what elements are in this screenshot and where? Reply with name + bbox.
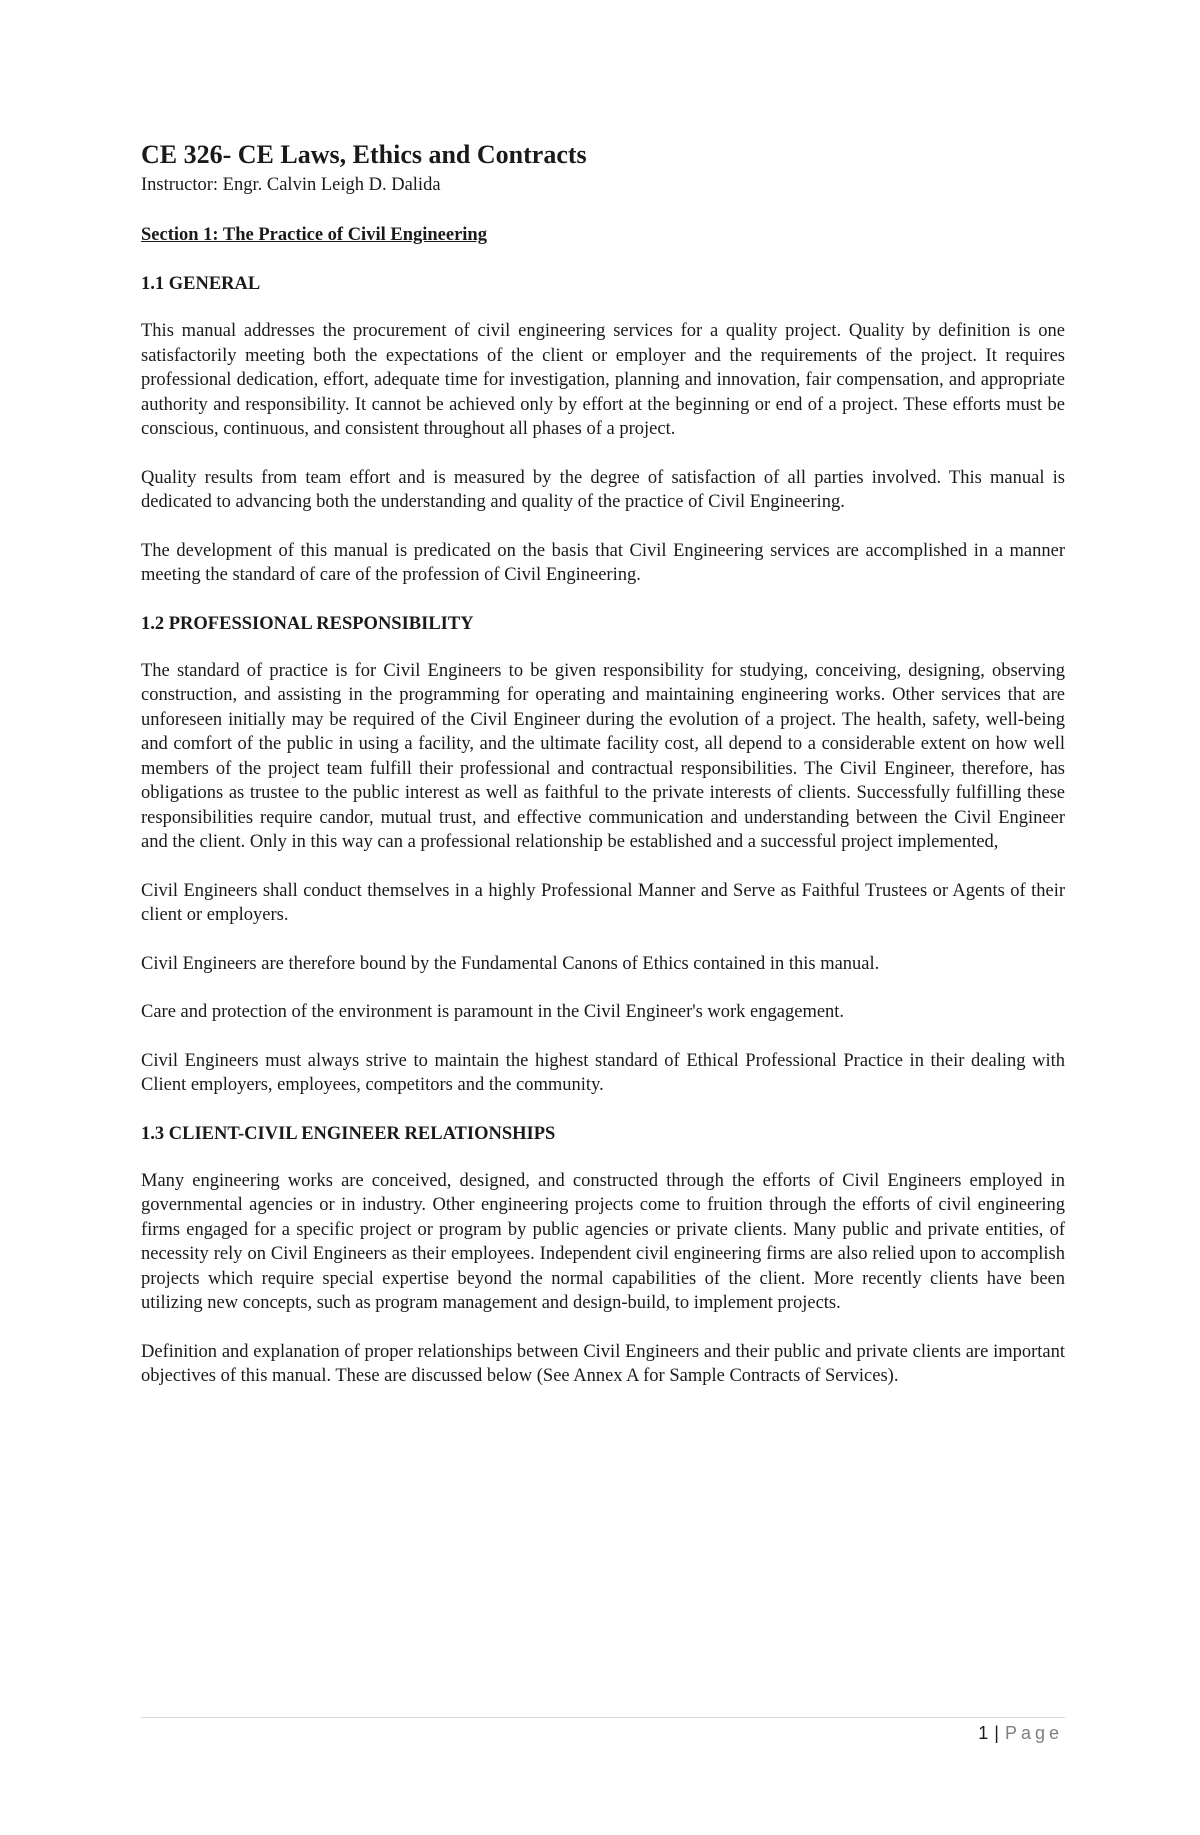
page-number: 1 bbox=[978, 1723, 989, 1743]
paragraph-general-2: Quality results from team effort and is measured by the degree of satisfaction of all parties involved. This manual is dedicated to advancing both the understanding and quality of the practice of Civil Engineering. bbox=[141, 467, 1065, 512]
footer-divider bbox=[141, 1717, 1065, 1718]
paragraph-responsibility-4: Care and protection of the environment is paramount in the Civil Engineer's work engagement. bbox=[141, 1002, 845, 1022]
page-label: Page bbox=[1004, 1723, 1063, 1743]
paragraph-responsibility-3: Civil Engineers are therefore bound by the Fundamental Canons of Ethics contained in this manual. bbox=[141, 953, 880, 974]
paragraph-responsibility-2: Civil Engineers shall conduct themselves in a highly Professional Manner and Serve as Faithful Trustees or Agents of their client or employers. bbox=[141, 880, 1065, 925]
section-heading: Section 1: The Practice of Civil Engineering bbox=[141, 225, 487, 245]
instructor-line: Instructor: Engr. Calvin Leigh D. Dalida bbox=[141, 175, 441, 195]
heading-professional-responsibility: 1.2 PROFESSIONAL RESPONSIBILITY bbox=[141, 613, 474, 634]
paragraph-general-3: The development of this manual is predicated on the basis that Civil Engineering services are accomplished in a manner meeting the standard of care of the profession of Civil Engineering. bbox=[141, 540, 1065, 585]
paragraph-relationships-2: Definition and explanation of proper relationships between Civil Engineers and their public and private clients are important objectives of this manual. These are discussed below (See Annex A for Sample Contracts of Services). bbox=[141, 1341, 1065, 1386]
paragraph-responsibility-5: Civil Engineers must always strive to maintain the highest standard of Ethical Professional Practice in their dealing with Client employers, employees, competitors and the community. bbox=[141, 1050, 1065, 1095]
paragraph-responsibility-1: The standard of practice is for Civil Engineers to be given responsibility for studying, conceiving, designing, observing construction, and assisting in the programming for operating and maintaining engineering works. Other services that are unforeseen initially may be required of the Civil Engineer during the evolution of a project. The health, safety, well-being and comfort of the public in using a facility, and the ultimate facility cost, all depend to a considerable extent on how well members of the project team fulfill their professional and contractual responsibilities. The Civil Engineer, therefore, has obligations as trustee to the public interest as well as faithful to the private interests of clients. Successfully fulfilling these responsibilities require candor, mutual trust, and effective communication and understanding between the Civil Engineer and the client. Only in this way can a professional relationship be established and a successful project implemented, bbox=[141, 660, 1065, 852]
paragraph-general-1: This manual addresses the procurement of civil engineering services for a quality project. Quality by definition is one satisfactorily meeting both the expectations of the client or employer and the requirements of the project. It requires professional dedication, effort, adequate time for investigation, planning and innovation, fair compensation, and appropriate authority and responsibility. It cannot be achieved only by effort at the beginning or end of a project. These efforts must be conscious, continuous, and consistent throughout all phases of a project. bbox=[141, 321, 1065, 439]
page-footer bbox=[978, 1723, 1063, 1744]
document-body bbox=[141, 138, 1065, 1389]
heading-general: 1.1 GENERAL bbox=[141, 274, 261, 294]
page-separator: | bbox=[994, 1723, 999, 1743]
paragraph-relationships-1: Many engineering works are conceived, designed, and constructed through the efforts of Civil Engineers employed in governmental agencies or in industry. Other engineering projects come to fruition through the efforts of civil engineering firms engaged for a specific project or program by public agencies or private clients. Many public and private entities, of necessity rely on Civil Engineers as their employees. Independent civil engineering firms are also relied upon to accomplish projects which require special expertise beyond the normal capabilities of the client. More recently clients have been utilizing new concepts, such as program management and design-build, to implement projects. bbox=[141, 1170, 1065, 1313]
heading-client-relationships: 1.3 CLIENT-CIVIL ENGINEER RELATIONSHIPS bbox=[141, 1123, 556, 1144]
course-title: CE 326- CE Laws, Ethics and Contracts bbox=[141, 140, 587, 169]
